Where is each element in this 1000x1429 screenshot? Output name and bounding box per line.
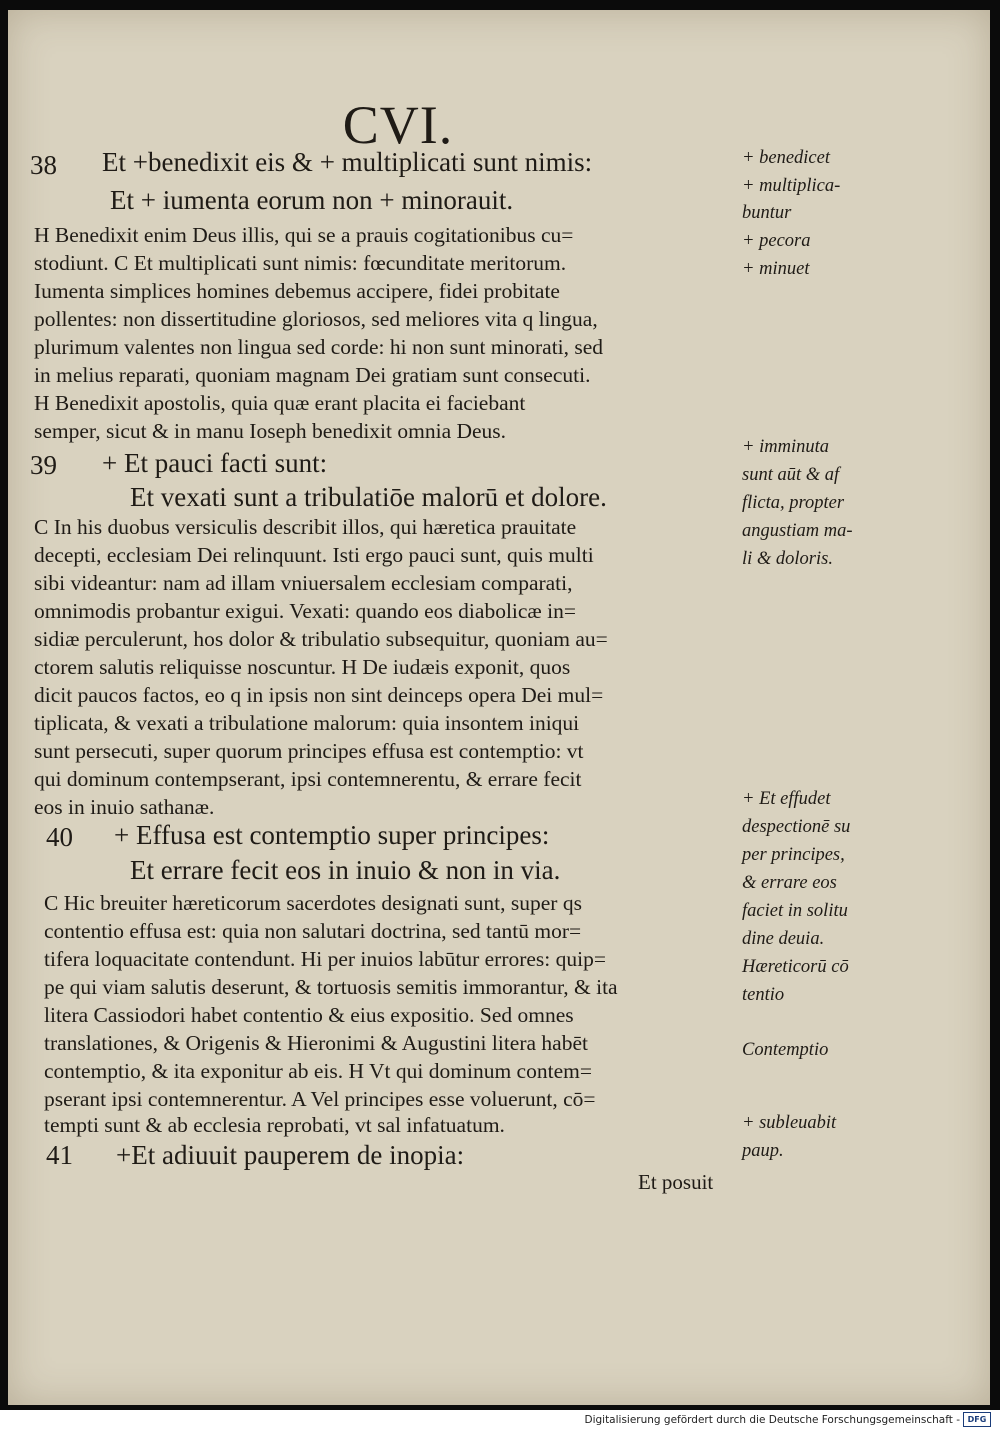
- margin-note: dine deuia.: [742, 929, 825, 949]
- verse-line: Et vexati sunt a tribulatiōe malorū et dolore.: [130, 482, 607, 512]
- margin-note: + pecora: [742, 231, 811, 251]
- margin-note: paup.: [742, 1141, 784, 1161]
- margin-note: Contemptio: [742, 1040, 829, 1060]
- commentary-line: Iumenta simplices homines debemus accipere, fidei probitate: [34, 279, 560, 303]
- commentary-line: tifera loquacitate contendunt. Hi per inuios labūtur errores: quip=: [44, 947, 606, 971]
- commentary-line: qui dominum contempserant, ipsi contemnerentu, & errare fecit: [34, 767, 582, 791]
- commentary-line: dicit paucos factos, eo q in ipsis non sint deinceps opera Dei mul=: [34, 683, 604, 707]
- commentary-line: C Hic breuiter hæreticorum sacerdotes designati sunt, super qs: [44, 891, 582, 915]
- commentary-line: stodiunt. C Et multiplicati sunt nimis: fœcunditate meritorum.: [34, 251, 567, 275]
- margin-note: despectionē su: [742, 817, 851, 837]
- commentary-line: decepti, ecclesiam Dei relinquunt. Isti ergo pauci sunt, quis multi: [34, 543, 594, 567]
- margin-note: sunt aūt & af: [742, 465, 840, 485]
- margin-note: li & doloris.: [742, 549, 833, 569]
- verse-line: Et +benedixit eis & + multiplicati sunt nimis:: [102, 147, 593, 177]
- verse-line: Et + iumenta eorum non + minorauit.: [110, 185, 514, 215]
- commentary-line: C In his duobus versiculis describit illos, qui hæretica prauitate: [34, 515, 577, 539]
- commentary-line: tempti sunt & ab ecclesia reprobati, vt sal infatuatum.: [44, 1113, 505, 1137]
- catchword: Et posuit: [638, 1170, 714, 1194]
- commentary-line: translationes, & Origenis & Hieronimi & Augustini litera habēt: [44, 1031, 588, 1055]
- margin-note: + subleuabit: [742, 1113, 837, 1133]
- verse-line: + Effusa est contemptio super principes:: [114, 820, 550, 850]
- commentary-line: in melius reparati, quoniam magnam Dei gratiam sunt consecuti.: [34, 363, 591, 387]
- commentary-line: pollentes: non dissertitudine gloriosos, sed meliores vita q lingua,: [34, 307, 598, 331]
- margin-note: flicta, propter: [742, 493, 845, 513]
- margin-note: + benedicet: [742, 148, 830, 168]
- margin-note: + Et effudet: [742, 789, 831, 809]
- commentary-line: sunt persecuti, super quorum principes effusa est contemptio: vt: [34, 739, 584, 763]
- commentary-line: pe qui viam salutis deserunt, & tortuosis semitis immorantur, & ita: [44, 975, 618, 999]
- margin-note: Hæreticorū cō: [742, 957, 849, 977]
- commentary-line: sidiæ perculerunt, hos dolor & tribulatio subsequitur, quoniam au=: [34, 627, 608, 651]
- commentary-line: pserant ipsi contemnerentur. A Vel principes esse voluerunt, cō=: [44, 1087, 596, 1111]
- commentary-line: contentio effusa est: quia non salutari doctrina, sed tantū mor=: [44, 919, 582, 943]
- commentary-line: H Benedixit apostolis, quia quæ erant placita ei faciebant: [34, 391, 526, 415]
- margin-note: & errare eos: [742, 873, 837, 893]
- commentary-line: contemptio, & ita exponitur ab eis. H Vt qui dominum contem=: [44, 1059, 592, 1083]
- margin-note: tentio: [742, 985, 785, 1005]
- commentary-line: litera Cassiodori habet contentio & eius expositio. Sed omnes: [44, 1003, 574, 1027]
- dfg-logo: DFG: [963, 1412, 991, 1427]
- commentary-line: ctorem salutis reliquisse noscuntur. H De iudæis exponit, quos: [34, 655, 571, 679]
- commentary-line: sibi videantur: nam ad illam vniuersalem ecclesiam comparati,: [34, 571, 573, 595]
- verse-line: Et errare fecit eos in inuio & non in via.: [130, 855, 561, 885]
- margin-note: buntur: [742, 203, 792, 223]
- digitization-credit: Digitalisierung gefördert durch die Deutsche Forschungsgemeinschaft -: [584, 1414, 960, 1426]
- commentary-line: tiplicata, & vexati a tribulatione malorum: quia insontem iniqui: [34, 711, 580, 735]
- margin-note: angustiam ma-: [742, 521, 853, 541]
- verse-number: 41: [46, 1140, 73, 1170]
- margin-note: faciet in solitu: [742, 901, 848, 921]
- verse-line: + Et pauci facti sunt:: [102, 448, 328, 478]
- commentary-line: semper, sicut & in manu Ioseph benedixit omnia Deus.: [34, 419, 507, 443]
- margin-note: + multiplica-: [742, 176, 841, 196]
- commentary-line: omnimodis probantur exigui. Vexati: quando eos diabolicæ in=: [34, 599, 576, 623]
- margin-note: + minuet: [742, 259, 810, 279]
- commentary-line: eos in inuio sathanæ.: [34, 795, 215, 819]
- folio-number: CVI.: [342, 95, 454, 155]
- commentary-line: plurimum valentes non lingua sed corde: hi non sunt minorati, sed: [34, 335, 604, 359]
- verse-number: 38: [30, 150, 57, 180]
- verse-number: 39: [30, 450, 57, 480]
- verse-number: 40: [46, 822, 73, 852]
- commentary-line: H Benedixit enim Deus illis, qui se a prauis cogitationibus cu=: [34, 223, 574, 247]
- verse-line: +Et adiuuit pauperem de inopia:: [116, 1140, 465, 1170]
- margin-note: + imminuta: [742, 437, 829, 457]
- margin-note: per principes,: [742, 845, 845, 865]
